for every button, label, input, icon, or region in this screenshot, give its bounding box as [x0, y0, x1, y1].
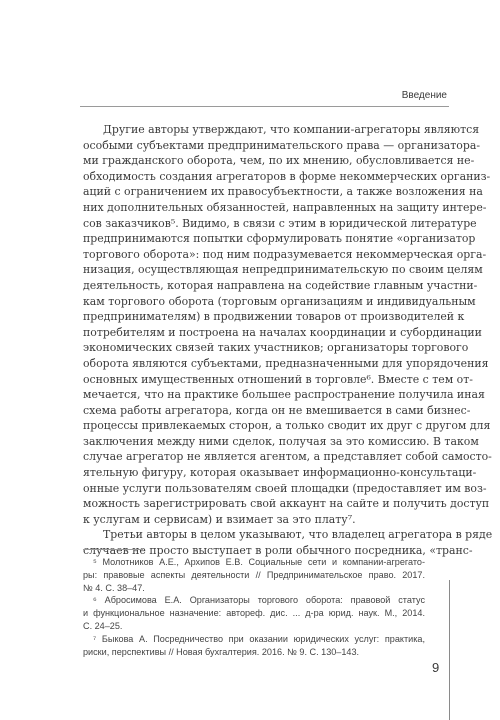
body-line: них дополнительных обязанностей, направленных на защиту интере-: [83, 200, 487, 214]
footnote-line: ⁵ Молотников А.Е., Архипов Е.В. Социальные сети и компании-агрегато-: [93, 557, 425, 567]
body-line: предпринимаются попытки сформулировать понятие «организатор: [83, 232, 476, 246]
body-text: [83, 122, 493, 559]
body-line: к услугам и сервисам) и взимает за это плату⁷.: [83, 512, 356, 526]
body-line: кам торгового оборота (торговым организациям и индивидуальным: [83, 294, 476, 308]
body-line: аций с ограничением их правосубъектности, а также возложения на: [83, 185, 483, 199]
page-number: 9: [432, 660, 440, 675]
body-line: онные услуги пользователям своей площадки (предоставляет им воз-: [83, 481, 487, 495]
body-line: Другие авторы утверждают, что компании-агрегаторы являются: [103, 123, 480, 136]
footnote-line: № 4. С. 38–47.: [83, 582, 145, 593]
body-line: экономических связей таких участников; организаторы торгового: [83, 341, 469, 355]
page-edge-rule: [449, 580, 450, 720]
body-line: можность зарегистрировать свой аккаунт на сайте и получить доступ: [83, 497, 490, 511]
body-line: деятельность, которая направлена на содействие главным участни-: [83, 278, 478, 292]
running-header: Введение: [401, 90, 447, 101]
footnote-line: ⁶ Абросимова Е.А. Организаторы торгового оборота: правовой статус: [93, 595, 425, 606]
body-line: оборота являются субъектами, предназначенными для упорядочения: [83, 356, 489, 370]
footnote-line: ры: правовые аспекты деятельности // Предпринимательское право. 2017.: [83, 569, 425, 580]
header-divider: [80, 106, 449, 107]
body-line: особыми субъектами предпринимательского права — организатора-: [83, 138, 481, 152]
body-line: ми гражданского оборота, чем, по их мнению, обусловливается не-: [83, 154, 475, 168]
body-line: предпринимателям) в продвижении товаров от производителей к: [83, 310, 465, 324]
footnote-line: риски, перспективы // Новая бухгалтерия. 2016. № 9. С. 130–143.: [83, 646, 360, 657]
body-line: сов заказчиков⁵. Видимо, в связи с этим в юридической литературе: [83, 216, 477, 230]
body-line: Третьи авторы в целом указывают, что владелец агрегатора в ряде: [103, 528, 493, 542]
body-line: потребителям и построена на началах координации и субординации: [83, 325, 482, 339]
body-line: процессы привлекаемых сторон, а только сводит их друг с другом для: [83, 419, 491, 433]
footnotes: [83, 556, 425, 658]
body-line: основных имущественных отношений в торговле⁶. Вместе с тем от-: [83, 372, 473, 386]
body-line: заключения между ними сделок, получая за это комиссию. В таком: [83, 434, 479, 448]
body-line: схема работы агрегатора, когда он не вмешивается в сами бизнес-: [83, 403, 471, 417]
footnote-divider: [83, 549, 143, 550]
body-line: случае агрегатор не является агентом, а представляет собой самосто-: [83, 450, 492, 464]
body-line: торгового оборота»: под ним подразумевается некоммерческая орга-: [83, 247, 487, 261]
body-line: низация, осуществляющая непредпринимательскую по своим целям: [83, 263, 483, 277]
body-line: случаев не просто выступает в роли обычного посредника, «транс-: [83, 544, 473, 558]
footnote-line: и функциональное назначение: автореф. дис. ... д-ра юрид. наук. М., 2014.: [83, 608, 425, 619]
footnote-line: С. 24–25.: [83, 620, 123, 631]
body-line: обходимость создания агрегаторов в форме некоммерческих организ-: [83, 169, 491, 183]
body-line: ятельную фигуру, которая оказывает информационно-консультаци-: [83, 466, 477, 480]
body-line: мечается, что на практике большее распространение получила иная: [83, 388, 485, 402]
footnote-line: ⁷ Быкова А. Посредничество при оказании юридических услуг: практика,: [93, 633, 425, 644]
